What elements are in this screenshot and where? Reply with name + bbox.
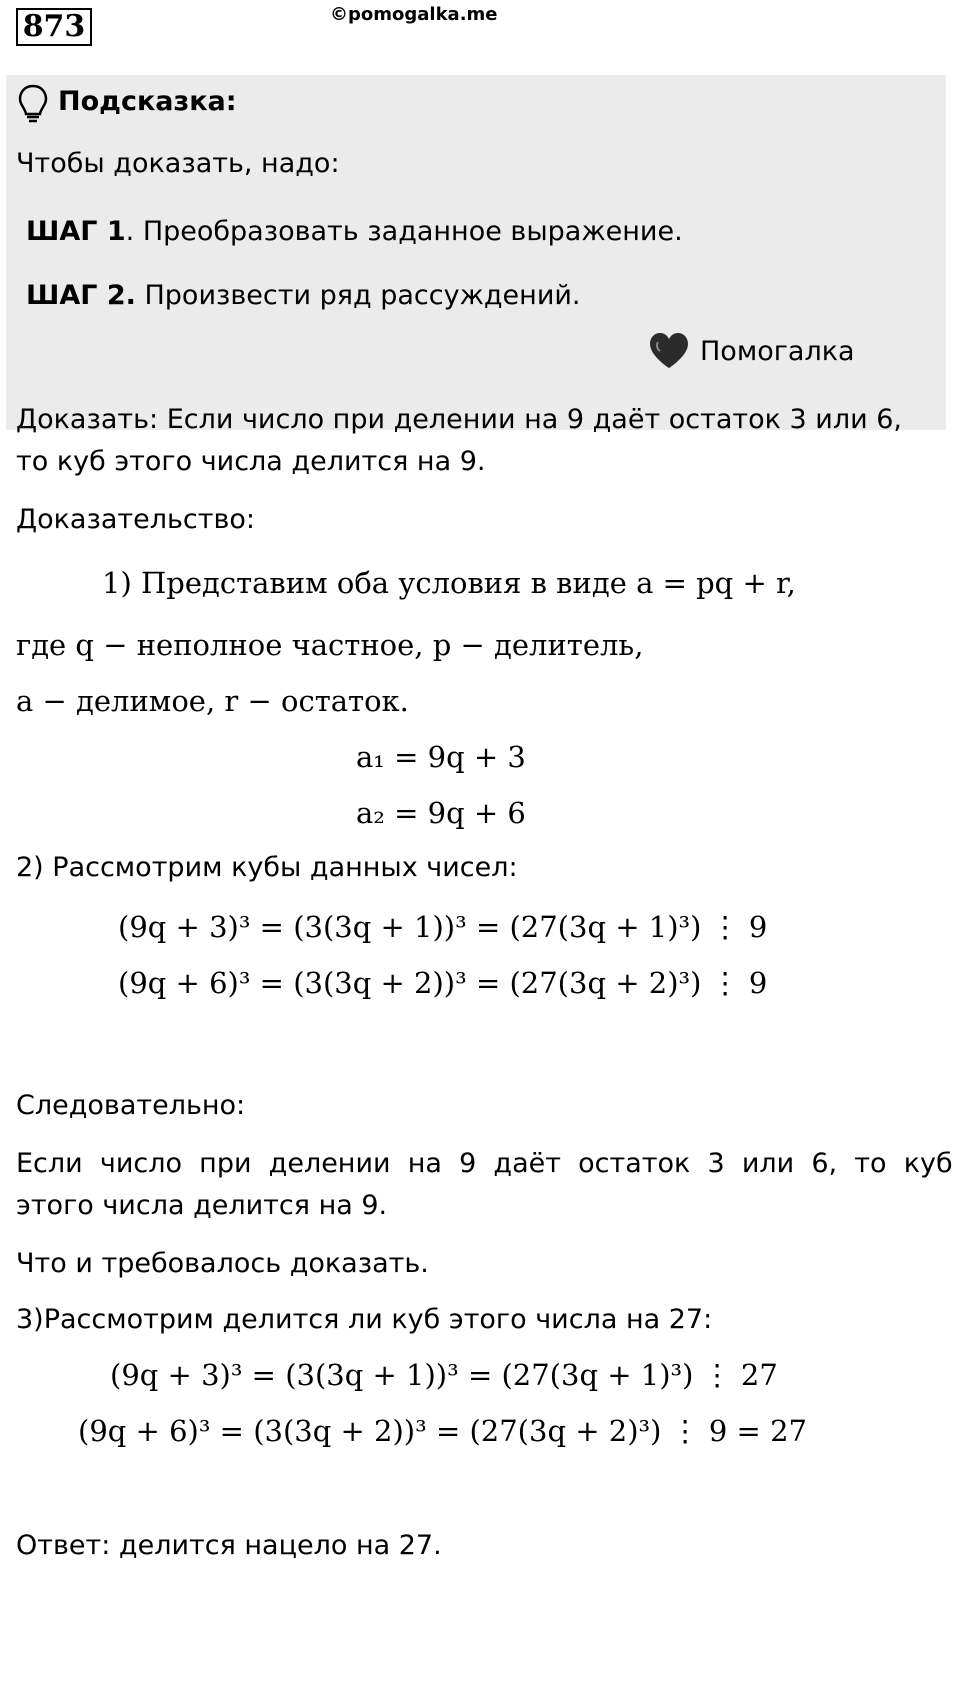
problem-statement-line-2: то куб этого числа делится на 9. — [16, 446, 486, 477]
problem-number: 873 — [16, 8, 92, 46]
hint-box — [6, 75, 946, 430]
step-3-equation-1: (9q + 3)³ = (3(3q + 1))³ = (27(3q + 1)³) ⋮ 27 — [110, 1358, 778, 1392]
hint-step-1 — [26, 216, 683, 247]
step-3-equation-2: (9q + 6)³ = (3(3q + 2))³ = (27(3q + 2)³) ⋮ 9 = 27 — [78, 1414, 807, 1448]
step-1-definitions-line-1: где q − неполное частное, p − делитель, — [16, 628, 644, 662]
hint-step-2-label: ШАГ 2. — [26, 280, 136, 311]
step-2-title: 2) Рассмотрим кубы данных чисел: — [16, 852, 518, 883]
step-1-definitions-line-2: a − делимое, r − остаток. — [16, 684, 409, 718]
conclusion-text-line-2: этого числа делится на 9. — [16, 1190, 388, 1221]
step-1-equation-1: a₁ = 9q + 3 — [356, 740, 526, 774]
answer: Ответ: делится нацело на 27. — [16, 1530, 442, 1561]
step-1-intro: 1) Представим оба условия в виде a = pq + r, — [102, 566, 796, 600]
hint-brand: Помогалка — [700, 336, 855, 367]
heart-icon — [648, 332, 690, 374]
step-2-equation-2: (9q + 6)³ = (3(3q + 2))³ = (27(3q + 2)³) ⋮ 9 — [118, 966, 768, 1000]
hint-step-2 — [26, 280, 581, 311]
hint-intro: Чтобы доказать, надо: — [16, 148, 340, 179]
site-watermark: ©pomogalka.me — [330, 4, 498, 25]
step-1-equation-2: a₂ = 9q + 6 — [356, 796, 526, 830]
proof-label: Доказательство: — [16, 504, 255, 535]
hint-step-1-text: . Преобразовать заданное выражение. — [125, 216, 683, 247]
lightbulb-icon — [18, 84, 48, 128]
problem-statement-line-1: Доказать: Если число при делении на 9 даёт остаток 3 или 6, — [16, 404, 902, 435]
step-2-equation-1: (9q + 3)³ = (3(3q + 1))³ = (27(3q + 1)³) ⋮ 9 — [118, 910, 768, 944]
qed-line: Что и требовалось доказать. — [16, 1248, 429, 1279]
conclusion-text-line-1: Если число при делении на 9 даёт остаток 3 или 6, то куб — [16, 1148, 953, 1179]
step-3-title: 3)Рассмотрим делится ли куб этого числа на 27: — [16, 1304, 713, 1335]
hint-step-2-text: Произвести ряд рассуждений. — [135, 280, 581, 311]
hint-title: Подсказка: — [58, 86, 237, 117]
conclusion-label: Следовательно: — [16, 1090, 246, 1121]
hint-step-1-label: ШАГ 1 — [26, 216, 126, 247]
